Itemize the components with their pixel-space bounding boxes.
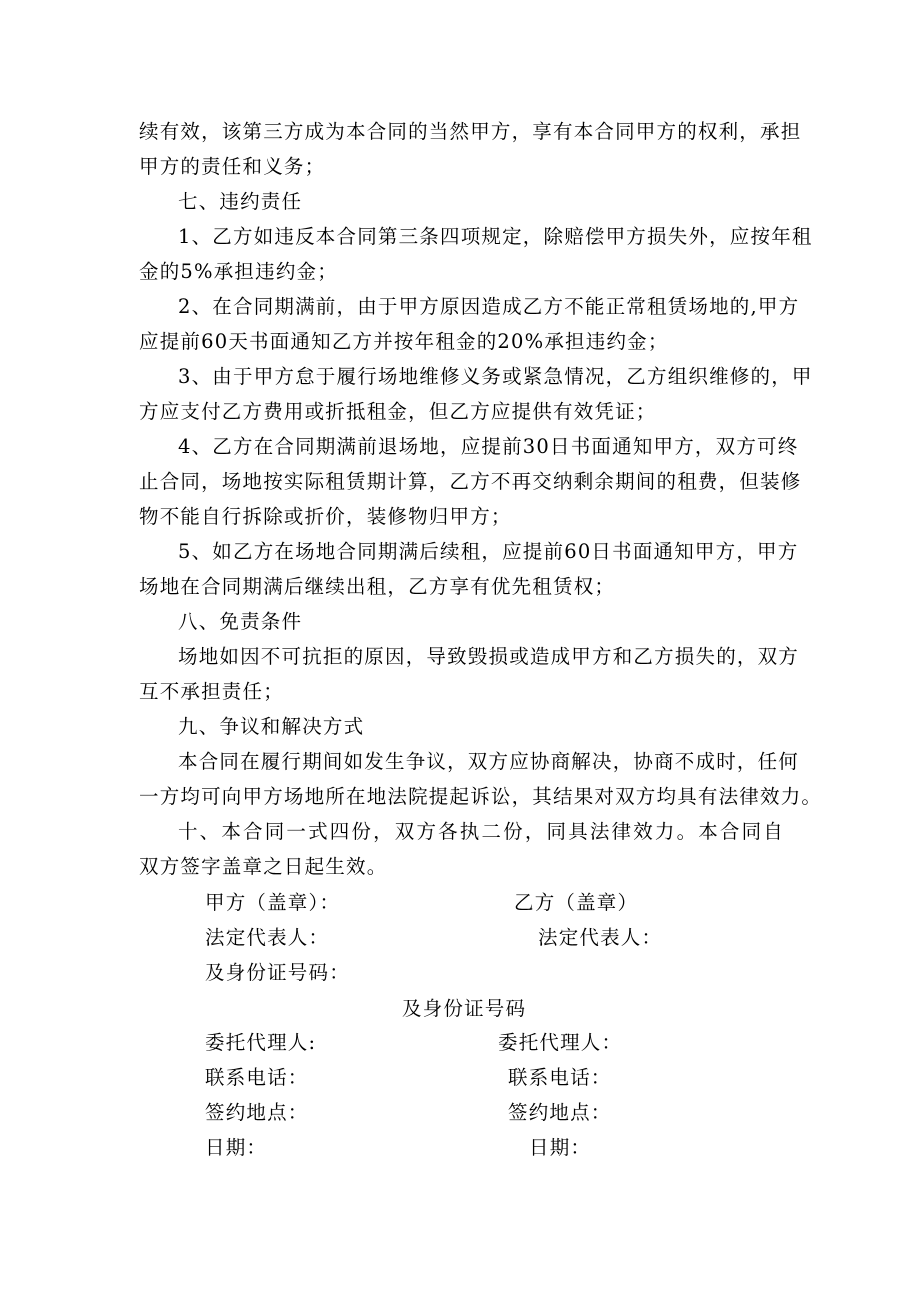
clause-8-cont: 互不承担责任； bbox=[139, 680, 284, 703]
clause-7-4: 4、乙方在合同期满前退场地，应提前30日书面通知甲方，双方可终 bbox=[178, 435, 799, 458]
party-a-seal-label: 甲方（盖章）： bbox=[205, 891, 341, 914]
clause-9: 本合同在履行期间如发生争议，双方应协商解决，协商不成时，任何 bbox=[178, 750, 800, 773]
party-a-id-label: 及身份证号码： bbox=[205, 961, 350, 984]
party-b-agent-label: 委托代理人： bbox=[498, 1031, 623, 1054]
clause-10: 十、本合同一式四份，双方各执二份，同具法律效力。本合同自 bbox=[178, 820, 784, 843]
party-a-agent-label: 委托代理人: bbox=[205, 1031, 317, 1054]
party-b-seal-label: 乙方（盖章） bbox=[514, 891, 639, 914]
body-line: 续有效，该第三方成为本合同的当然甲方，享有本合同甲方的权利，承担 bbox=[139, 120, 802, 143]
clause-7-2-cont: 应提前60天书面通知乙方并按年租金的20%承担违约金； bbox=[139, 330, 669, 353]
clause-7-3: 3、由于甲方怠于履行场地维修义务或紧急情况，乙方组织维修的，甲 bbox=[178, 365, 813, 388]
clause-7-4-cont: 止合同，场地按实际租赁期计算，乙方不再交纳剩余期间的租费，但装修 bbox=[139, 470, 802, 493]
clause-7-3-cont: 方应支付乙方费用或折抵租金，但乙方应提供有效凭证； bbox=[139, 400, 657, 423]
party-b-date-label: 日期： bbox=[529, 1136, 592, 1159]
clause-7-1: 1、乙方如违反本合同第三条四项规定，除赔偿甲方损失外，应按年租 bbox=[178, 225, 813, 248]
party-a-place-label: 签约地点： bbox=[205, 1101, 309, 1124]
clause-7-2: 2、在合同期满前，由于甲方原因造成乙方不能正常租赁场地的,甲方 bbox=[178, 295, 800, 318]
section-heading-9: 九、争议和解决方式 bbox=[178, 715, 365, 738]
section-heading-7: 七、违约责任 bbox=[178, 190, 303, 213]
clause-7-1-cont: 金的5%承担违约金； bbox=[139, 260, 338, 283]
party-b-rep-label: 法定代表人： bbox=[538, 926, 663, 949]
clause-7-5: 5、如乙方在场地合同期满后续租，应提前60日书面通知甲方，甲方 bbox=[178, 540, 799, 563]
party-a-phone-label: 联系电话： bbox=[205, 1066, 309, 1089]
clause-8: 场地如因不可抗拒的原因，导致毁损或造成甲方和乙方损失的，双方 bbox=[178, 645, 800, 668]
clause-9-cont: 一方均可向甲方场地所在地法院提起诉讼，其结果对双方均具有法律效力。 bbox=[139, 785, 823, 808]
section-heading-8: 八、免责条件 bbox=[178, 610, 303, 633]
party-b-place-label: 签约地点： bbox=[508, 1101, 612, 1124]
party-a-date-label: 日期： bbox=[205, 1136, 268, 1159]
party-b-phone-label: 联系电话： bbox=[508, 1066, 612, 1089]
clause-7-5-cont: 场地在合同期满后继续出租，乙方享有优先租赁权； bbox=[139, 575, 616, 598]
party-b-id-label: 及身份证号码 bbox=[402, 997, 527, 1020]
clause-7-4-cont: 物不能自行拆除或折价，装修物归甲方； bbox=[139, 505, 512, 528]
clause-10-cont: 双方签字盖章之日起生效。 bbox=[139, 855, 388, 878]
party-a-rep-label: 法定代表人： bbox=[205, 926, 330, 949]
body-line: 甲方的责任和义务； bbox=[139, 155, 326, 178]
